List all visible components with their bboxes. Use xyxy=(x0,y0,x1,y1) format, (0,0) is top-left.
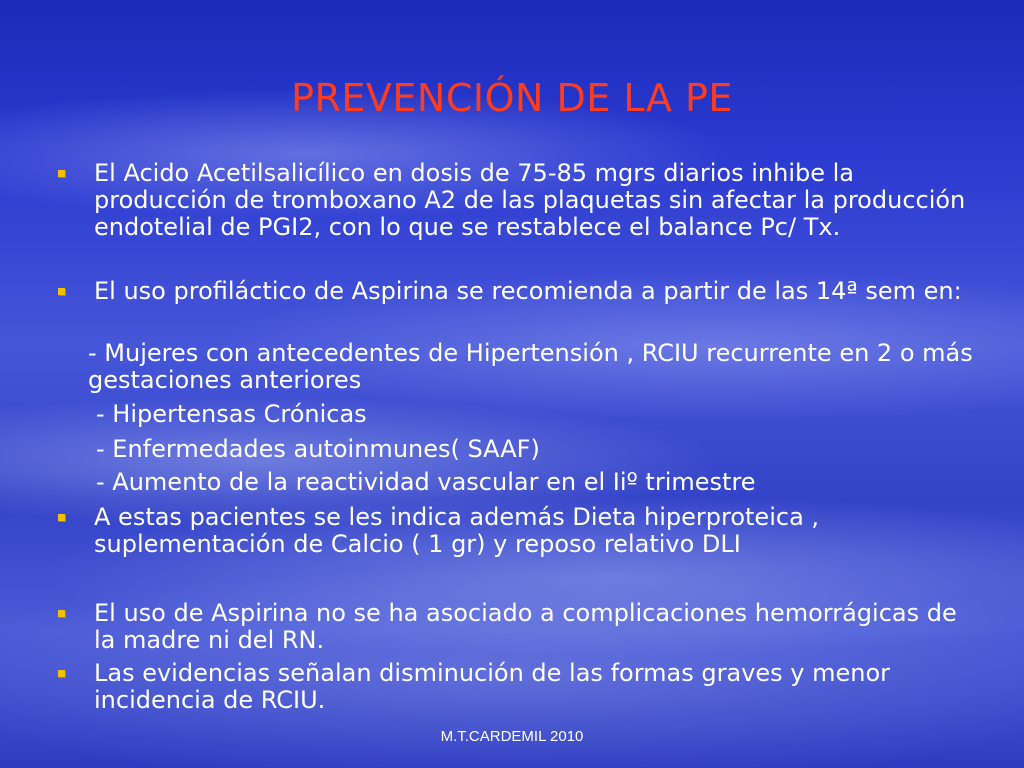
slide-title: PREVENCIÓN DE LA PE xyxy=(291,76,733,120)
bullet-item xyxy=(94,278,974,305)
bullet-item xyxy=(94,660,974,714)
bullet-item xyxy=(94,504,974,558)
bullet-text: Las evidencias señalan disminución de las formas graves y menor incidencia de RCIU. xyxy=(94,659,891,714)
square-bullet-icon xyxy=(58,610,65,617)
sub-item-text: - Aumento de la reactividad vascular en el Iiº trimestre xyxy=(96,468,756,496)
bullet-text: El uso de Aspirina no se ha asociado a complicaciones hemorrágicas de la madre ni del RN. xyxy=(94,599,957,654)
sub-item xyxy=(96,401,996,428)
bullet-text: A estas pacientes se les indica además Dieta hiperproteica , suplementación de Calcio ( 1 gr) y reposo relativo DLI xyxy=(94,503,820,558)
square-bullet-icon xyxy=(58,170,65,177)
slide-footer: M.T.CARDEMIL 2010 xyxy=(440,728,584,745)
sub-item xyxy=(96,436,996,463)
bullet-item xyxy=(94,160,974,241)
sub-item-text: - Enfermedades autoinmunes( SAAF) xyxy=(96,435,540,463)
sub-item-text: - Hipertensas Crónicas xyxy=(96,400,367,428)
sub-item xyxy=(88,340,988,394)
bullet-text: El Acido Acetilsalicílico en dosis de 75-85 mgrs diarios inhibe la producción de tromboxano A2 de las plaquetas sin afectar la producción endotelial de PGI2, con lo que se restablece el balance Pc/ Tx. xyxy=(94,159,966,241)
sub-item-text: - Mujeres con antecedentes de Hipertensión , RCIU recurrente en 2 o más gestaciones anteriores xyxy=(88,339,973,394)
bullet-item xyxy=(94,600,974,654)
sub-item xyxy=(96,469,996,496)
square-bullet-icon xyxy=(58,288,65,295)
square-bullet-icon xyxy=(58,514,65,521)
bullet-text: El uso profiláctico de Aspirina se recomienda a partir de las 14ª sem en: xyxy=(94,277,962,305)
square-bullet-icon xyxy=(58,670,65,677)
